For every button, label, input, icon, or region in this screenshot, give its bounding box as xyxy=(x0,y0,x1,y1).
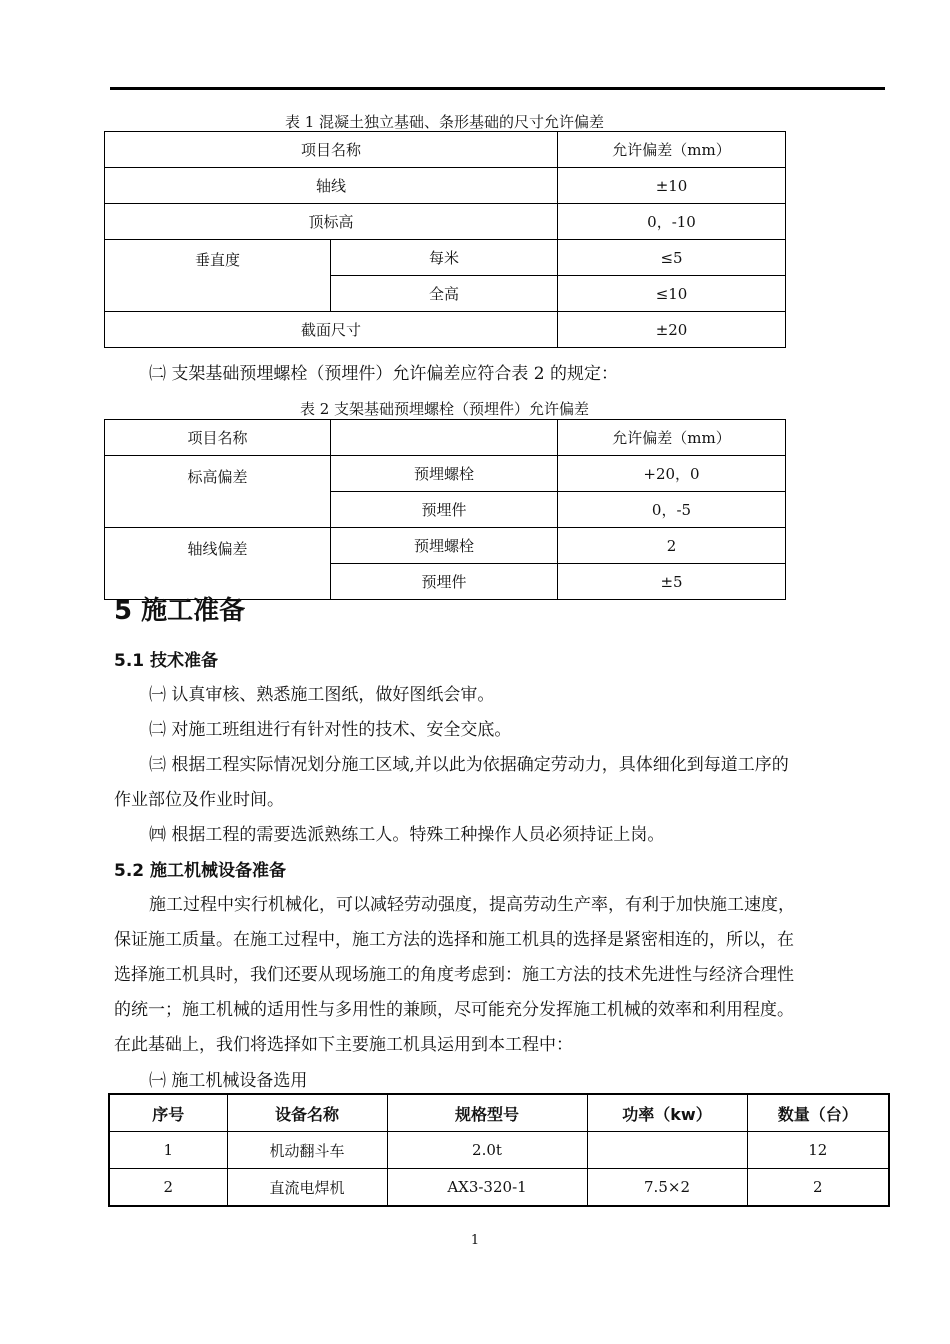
section-5-2-heading: 5.2 施工机械设备准备 xyxy=(114,861,287,881)
table-cell: 12 xyxy=(747,1132,889,1169)
table1 xyxy=(104,131,786,348)
table-cell xyxy=(587,1132,747,1169)
table-cell: 全高 xyxy=(331,276,558,312)
table-cell: 标高偏差 xyxy=(105,456,331,528)
table-cell: 预埋螺栓 xyxy=(331,456,558,492)
table-cell: 轴线 xyxy=(105,168,558,204)
table-row xyxy=(109,1094,889,1132)
equip-paragraph-line: 在此基础上，我们将选择如下主要施工机具运用到本工程中： xyxy=(114,1035,573,1055)
table-header-cell xyxy=(331,420,558,456)
table-cell: ±10 xyxy=(558,168,786,204)
table1-caption: 表 1 混凝土独立基础、条形基础的尺寸允许偏差 xyxy=(284,113,605,131)
table2 xyxy=(104,419,786,600)
table-cell: 机动翻斗车 xyxy=(227,1132,387,1169)
table-header-cell: 功率（kw） xyxy=(587,1094,747,1132)
table-cell: 2 xyxy=(109,1169,227,1207)
equipment-table xyxy=(108,1093,890,1207)
tech-prep-item: ㈣ 根据工程的需要选派熟练工人。特殊工种操作人员必须持证上岗。 xyxy=(149,825,665,845)
support-paragraph: ㈡ 支架基础预埋螺栓（预埋件）允许偏差应符合表 2 的规定： xyxy=(149,364,619,384)
table-row xyxy=(105,312,786,348)
tech-prep-item: ㈠ 认真审核、熟悉施工图纸，做好图纸会审。 xyxy=(149,685,495,705)
table-cell: 每米 xyxy=(331,240,558,276)
table-header-cell: 允许偏差（mm） xyxy=(558,132,786,168)
table-header-cell: 规格型号 xyxy=(387,1094,587,1132)
tech-prep-item: ㈡ 对施工班组进行有针对性的技术、安全交底。 xyxy=(149,720,512,740)
table-row xyxy=(105,204,786,240)
table-cell: ≤10 xyxy=(558,276,786,312)
table-row xyxy=(105,132,786,168)
table-cell: 顶标高 xyxy=(105,204,558,240)
table-header-cell: 允许偏差（mm） xyxy=(558,420,786,456)
table-cell: 预埋件 xyxy=(331,564,558,600)
table-cell: ±5 xyxy=(558,564,786,600)
table-cell: AX3-320-1 xyxy=(387,1169,587,1207)
tech-prep-item: ㈢ 根据工程实际情况划分施工区域,并以此为依据确定劳动力，具体细化到每道工序的 xyxy=(149,755,789,775)
table-cell: 垂直度 xyxy=(105,240,331,312)
equip-paragraph-line: 保证施工质量。在施工过程中，施工方法的选择和施工机具的选择是紧密相连的，所以，在 xyxy=(114,930,794,950)
table-cell: 2 xyxy=(747,1169,889,1207)
table-header-cell: 项目名称 xyxy=(105,132,558,168)
table-row xyxy=(105,420,786,456)
equip-paragraph-line: 施工过程中实行机械化，可以减轻劳动强度，提高劳动生产率，有利于加快施工速度， xyxy=(149,895,795,915)
table-header-cell: 数量（台） xyxy=(747,1094,889,1132)
table-cell: 2 xyxy=(558,528,786,564)
table-cell: ≤5 xyxy=(558,240,786,276)
table-header-cell: 序号 xyxy=(109,1094,227,1132)
header-rule xyxy=(110,87,885,90)
table-cell: 截面尺寸 xyxy=(105,312,558,348)
table-cell: 7.5×2 xyxy=(587,1169,747,1207)
table-row xyxy=(109,1169,889,1207)
table-cell: ±20 xyxy=(558,312,786,348)
tech-prep-item-cont: 作业部位及作业时间。 xyxy=(114,790,284,810)
equip-paragraph-line: 的统一；施工机械的适用性与多用性的兼顾，尽可能充分发挥施工机械的效率和利用程度。 xyxy=(114,1000,794,1020)
page-number: 1 xyxy=(470,1233,480,1248)
table-header-cell: 项目名称 xyxy=(105,420,331,456)
equip-selection-title: ㈠ 施工机械设备选用 xyxy=(149,1071,308,1091)
section-5-1-heading: 5.1 技术准备 xyxy=(114,651,219,671)
table-row xyxy=(105,240,786,276)
table-row xyxy=(105,528,786,564)
table-cell: 0，-5 xyxy=(558,492,786,528)
table-cell: 预埋件 xyxy=(331,492,558,528)
table-row xyxy=(105,168,786,204)
table-cell: 1 xyxy=(109,1132,227,1169)
table-header-cell: 设备名称 xyxy=(227,1094,387,1132)
table-row xyxy=(109,1132,889,1169)
table-cell: 2.0t xyxy=(387,1132,587,1169)
table-cell: 0，-10 xyxy=(558,204,786,240)
table-cell: 预埋螺栓 xyxy=(331,528,558,564)
table-cell: +20，0 xyxy=(558,456,786,492)
equip-paragraph-line: 选择施工机具时，我们还要从现场施工的角度考虑到：施工方法的技术先进性与经济合理性 xyxy=(114,965,794,985)
table-row xyxy=(105,456,786,492)
table-cell: 轴线偏差 xyxy=(105,528,331,600)
table2-caption: 表 2 支架基础预埋螺栓（预埋件）允许偏差 xyxy=(299,400,590,418)
table-cell: 直流电焊机 xyxy=(227,1169,387,1207)
section-5-heading: 5 施工准备 xyxy=(114,596,246,626)
